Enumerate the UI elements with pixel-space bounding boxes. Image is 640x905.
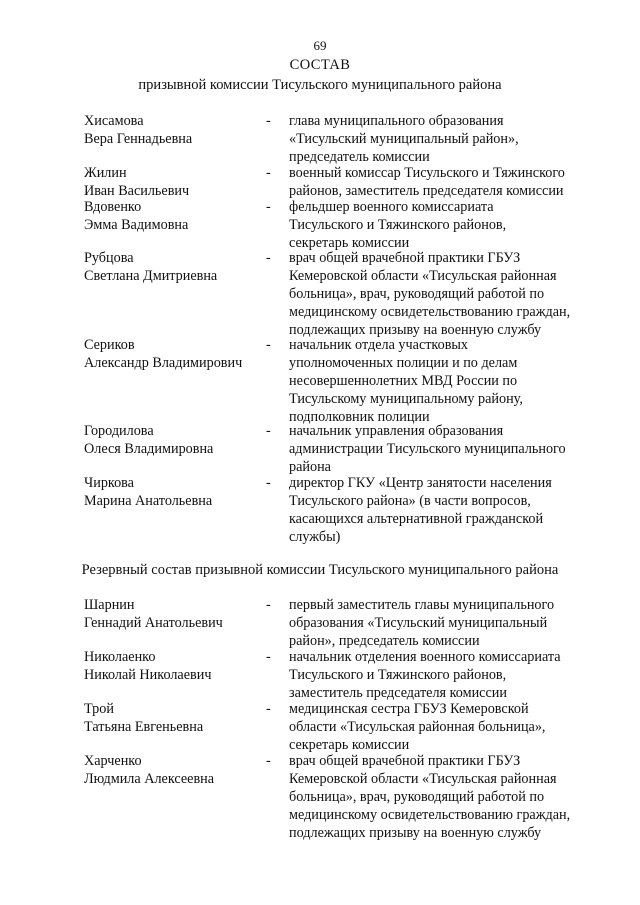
member-dash: - — [266, 165, 271, 181]
member-entry — [84, 422, 604, 476]
member-role — [289, 249, 594, 339]
role-line: секретарь комиссии — [289, 235, 410, 252]
role-line: подполковник полиции — [289, 409, 430, 426]
role-line: несовершеннолетних МВД России по — [289, 373, 518, 390]
reserve-member-entry — [84, 752, 604, 842]
member-surname: Николаенко — [84, 649, 156, 665]
role-line: администрации Тисульского муниципального — [289, 441, 566, 458]
member-role — [289, 648, 594, 702]
role-line: первый заместитель главы муниципального — [289, 597, 555, 613]
role-line: районов, заместитель председателя комиссии — [289, 183, 564, 200]
document-title: СОСТАВ — [289, 57, 351, 73]
member-role — [289, 596, 594, 650]
member-dash: - — [266, 475, 271, 491]
member-dash: - — [266, 701, 271, 717]
member-dash: - — [266, 250, 271, 266]
member-given-name: Вера Геннадьевна — [84, 131, 193, 148]
member-given-name: Иван Васильевич — [84, 183, 190, 200]
member-given-name: Александр Владимирович — [84, 355, 243, 372]
member-surname: Городилова — [84, 423, 154, 439]
document-subtitle: призывной комиссии Тисульского муниципального района — [138, 77, 502, 93]
role-line: председатель комиссии — [289, 149, 430, 166]
role-line: больница», врач, руководящий работой по — [289, 286, 545, 303]
role-line: врач общей врачебной практики ГБУЗ — [289, 753, 521, 769]
member-name — [84, 164, 264, 200]
role-line: уполномоченных полиции и по делам — [289, 355, 518, 372]
member-name — [84, 700, 264, 736]
role-line: район», председатель комиссии — [289, 633, 480, 650]
role-line: службы) — [289, 529, 341, 546]
role-line: Тисульского и Тяжинского районов, — [289, 217, 507, 234]
role-line: подлежащих призыву на военную службу — [289, 825, 542, 842]
member-dash: - — [266, 649, 271, 665]
role-line: района — [289, 459, 331, 476]
member-role — [289, 336, 594, 426]
member-name — [84, 249, 264, 285]
role-line: глава муниципального образования — [289, 113, 504, 129]
role-line: области «Тисульская районная больница», — [289, 719, 546, 736]
role-line: Кемеровской области «Тисульская районная — [289, 268, 557, 285]
page-number: 69 — [313, 38, 327, 53]
role-line: Тисульского района» (в части вопросов, — [289, 493, 531, 510]
role-line: Тисульского и Тяжинского районов, — [289, 667, 507, 684]
member-given-name: Людмила Алексеевна — [84, 771, 215, 788]
member-name — [84, 336, 264, 372]
role-line: фельдшер военного комиссариата — [289, 199, 494, 215]
member-surname: Чиркова — [84, 475, 134, 491]
reserve-section-title: Резервный состав призывной комиссии Тисульского муниципального района — [81, 562, 559, 578]
reserve-member-entry — [84, 648, 604, 702]
role-line: начальник управления образования — [289, 423, 504, 439]
member-dash: - — [266, 113, 271, 129]
role-line: врач общей врачебной практики ГБУЗ — [289, 250, 521, 266]
member-surname: Жилин — [84, 165, 127, 181]
role-line: медицинскому освидетельствованию граждан, — [289, 304, 571, 321]
member-name — [84, 752, 264, 788]
member-dash: - — [266, 337, 271, 353]
role-line: касающихся альтернативной гражданской — [289, 511, 544, 528]
role-line: образования «Тисульский муниципальный — [289, 615, 548, 632]
role-line: директор ГКУ «Центр занятости населения — [289, 475, 552, 491]
member-entry — [84, 198, 604, 252]
member-surname: Сериков — [84, 337, 135, 353]
role-line: военный комиссар Тисульского и Тяжинского — [289, 165, 565, 181]
member-name — [84, 198, 264, 234]
member-role — [289, 422, 594, 476]
role-line: больница», врач, руководящий работой по — [289, 789, 545, 806]
member-surname: Трой — [84, 701, 114, 717]
member-dash: - — [266, 753, 271, 769]
member-given-name: Геннадий Анатольевич — [84, 615, 223, 632]
member-entry — [84, 474, 604, 546]
role-line: начальник отделения военного комиссариата — [289, 649, 561, 665]
member-surname: Рубцова — [84, 250, 134, 266]
member-given-name: Светлана Дмитриевна — [84, 268, 218, 285]
member-dash: - — [266, 423, 271, 439]
member-surname: Хисамова — [84, 113, 144, 129]
role-line: секретарь комиссии — [289, 737, 410, 754]
member-name — [84, 422, 264, 458]
member-name — [84, 112, 264, 148]
reserve-member-entry — [84, 700, 604, 754]
member-entry — [84, 164, 604, 200]
member-given-name: Марина Анатольевна — [84, 493, 213, 510]
member-given-name: Олеся Владимировна — [84, 441, 214, 458]
member-entry — [84, 112, 604, 166]
member-role — [289, 474, 594, 546]
member-name — [84, 474, 264, 510]
role-line: начальник отдела участковых — [289, 337, 469, 353]
member-entry — [84, 336, 604, 426]
role-line: Тисульскому муниципальному району, — [289, 391, 523, 408]
role-line: заместитель председателя комиссии — [289, 685, 507, 702]
member-surname: Вдовенко — [84, 199, 142, 215]
role-line: медицинскому освидетельствованию граждан, — [289, 807, 571, 824]
member-given-name: Эмма Вадимовна — [84, 217, 189, 234]
reserve-member-entry — [84, 596, 604, 650]
member-dash: - — [266, 597, 271, 613]
role-line: медицинская сестра ГБУЗ Кемеровской — [289, 701, 529, 717]
member-entry — [84, 249, 604, 339]
member-role — [289, 198, 594, 252]
member-role — [289, 700, 594, 754]
member-role — [289, 112, 594, 166]
role-line: Кемеровской области «Тисульская районная — [289, 771, 557, 788]
member-role — [289, 752, 594, 842]
member-surname: Шарнин — [84, 597, 135, 613]
member-name — [84, 596, 264, 632]
role-line: подлежащих призыву на военную службу — [289, 322, 542, 339]
member-dash: - — [266, 199, 271, 215]
member-role — [289, 164, 594, 200]
member-given-name: Николай Николаевич — [84, 667, 212, 684]
member-name — [84, 648, 264, 684]
member-surname: Харченко — [84, 753, 142, 769]
role-line: «Тисульский муниципальный район», — [289, 131, 519, 148]
member-given-name: Татьяна Евгеньевна — [84, 719, 204, 736]
